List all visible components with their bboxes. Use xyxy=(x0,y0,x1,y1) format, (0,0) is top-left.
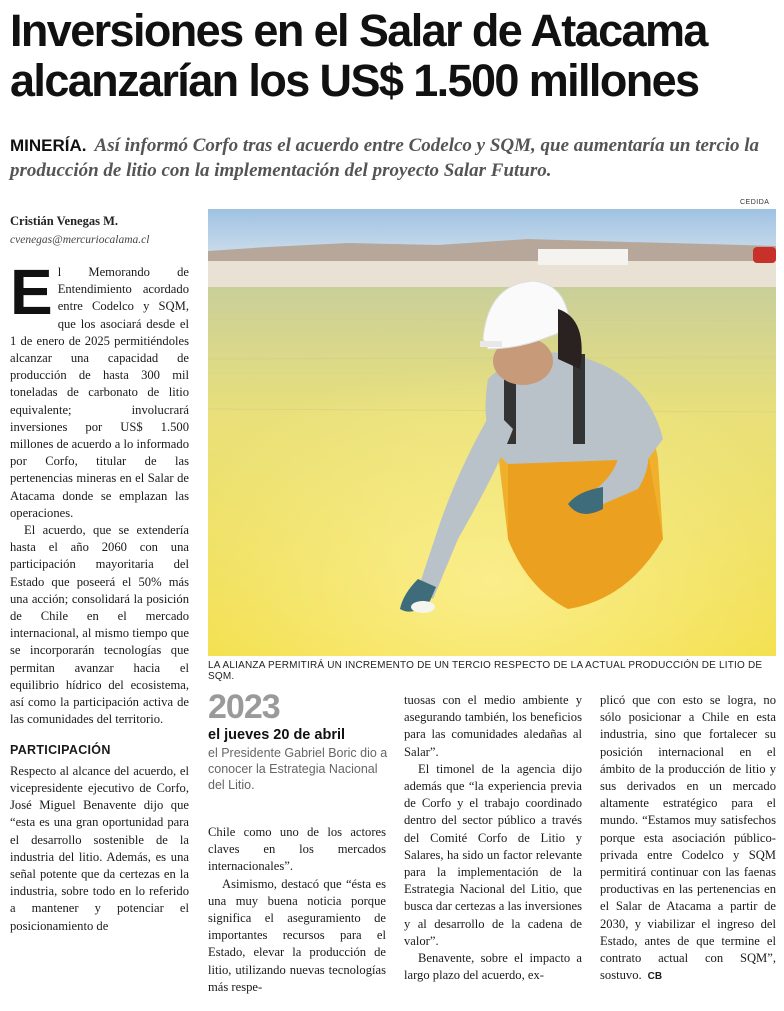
photo-caption: LA ALIANZA PERMITIRÁ UN INCREMENTO DE UN TERCIO RESPECTO DE LA ACTUAL PRODUCCIÓN DE LITIO DE SQM. xyxy=(208,660,763,682)
paragraph-c3-3: Benavente, sobre el impacto a largo plazo del acuerdo, ex- xyxy=(404,951,582,983)
paragraph-3: Respecto al alcance del acuerdo, el vicepresidente ejecutivo de Corfo, José Miguel Benavente dijo que “esta es una gran oportunidad para el desarrollo sostenible de la industria del litio. Además, es una señal potente que da certezas en la industria, sobre todo en lo referido a mantener y potenciar el posicionamiento de xyxy=(10,763,189,933)
factbox xyxy=(208,689,388,793)
photo-credit: CEDIDA xyxy=(740,199,770,206)
section-tag: MINERÍA. xyxy=(10,136,87,155)
deck xyxy=(10,133,776,183)
photo-illustration xyxy=(208,209,776,656)
paragraph-2: El acuerdo, que se extendería hasta el año 2060 con una participación mayoritaria del Estado que poseerá el 50% más una acción; consolidará la posición de Chile en el mercado internacional, al mismo tiempo que se incorporarán tecnologías que permitan avanzar hacia el equilibrio hídrico del ecosistema, así como la participación activa de las comunidades del territorio. xyxy=(10,523,189,727)
author-name: Cristián Venegas M. xyxy=(10,214,118,228)
paragraph-1: El Memorando de Entendimiento acordado entre Codelco y SQM, que los asociará desde el 1 de enero de 2025 permitiéndoles alcanzar una capacidad de producción de hasta 300 mil toneladas de carbonato de litio equivalente; involucrará inversiones por US$ 1.500 millones de acuerdo a lo informado por Corfo, titular de las pertenencias mineras en el Salar de Atacama donde se emplazan las operaciones. xyxy=(10,256,189,520)
end-mark: CB xyxy=(647,971,663,983)
paragraph-c2-1: Chile como uno de los actores claves en los mercados internacionales”. xyxy=(208,825,386,874)
paragraph-c3-2: El timonel de la agencia dijo además que “la experiencia previa de Corfo y el trabajo coordinado dentro del sector público a través del Comité Corfo de Litio y Salares, ha sido un factor relevante para la implementación de la Estrategia Nacional del Litio, que busca dar certezas a las inversiones y al desarrollo de la cadena de valor”. xyxy=(404,761,582,948)
subhead-participacion: PARTICIPACIÓN xyxy=(10,743,111,758)
byline xyxy=(10,214,200,246)
column-2 xyxy=(208,824,386,996)
column-1 xyxy=(10,256,189,935)
column-3 xyxy=(404,692,582,984)
paragraph-c3-1: tuosas con el medio ambiente y asegurando también, los beneficios para las comunidades aledañas al Salar”. xyxy=(404,693,582,759)
headline-line-1: Inversiones en el Salar de Atacama xyxy=(10,5,707,56)
deck-text: Así informó Corfo tras el acuerdo entre Codelco y SQM, que aumentaría un tercio la producción de litio con la implementación del proyecto Salar Futuro. xyxy=(10,135,760,181)
factbox-date: el jueves 20 de abril xyxy=(208,727,346,743)
drop-cap: E xyxy=(10,256,53,328)
author-email[interactable]: cvenegas@mercuriocalama.cl xyxy=(10,234,150,246)
photo-lithium-worker xyxy=(208,209,776,656)
factbox-text: el Presidente Gabriel Boric dio a conocer la Estrategia Nacional del Litio. xyxy=(208,746,388,792)
headline xyxy=(10,6,776,106)
paragraph-c2-2: Asimismo, destacó que “ésta es una muy buena noticia porque significa el aseguramiento de importantes recursos para el Estado, elevar la producción de litio, utilizando nuevas tecnologías más respe- xyxy=(208,876,386,994)
headline-line-2: alcanzarían los US$ 1.500 millones xyxy=(10,55,699,106)
factbox-year: 2023 xyxy=(208,688,280,726)
paragraph-c4-1: plicó que con esto se logra, no sólo posicionar a Chile en esta industria, sino que fortalecer su posición internacional en el ámbito de la producción de litio y sus derivados en un mercado altamente estratégico para el mundo. “Estamos muy satisfechos porque esta asociación público-privada entre Codelco y SQM permitirá continuar con las faenas productivas en las pertenencias en el Salar de Atacama a partir de 2030, y viabilizar el ingreso del Estado, antes de que termine el contrato actual con SQM”, sostuvo. CB xyxy=(600,693,776,983)
column-4 xyxy=(600,692,776,985)
